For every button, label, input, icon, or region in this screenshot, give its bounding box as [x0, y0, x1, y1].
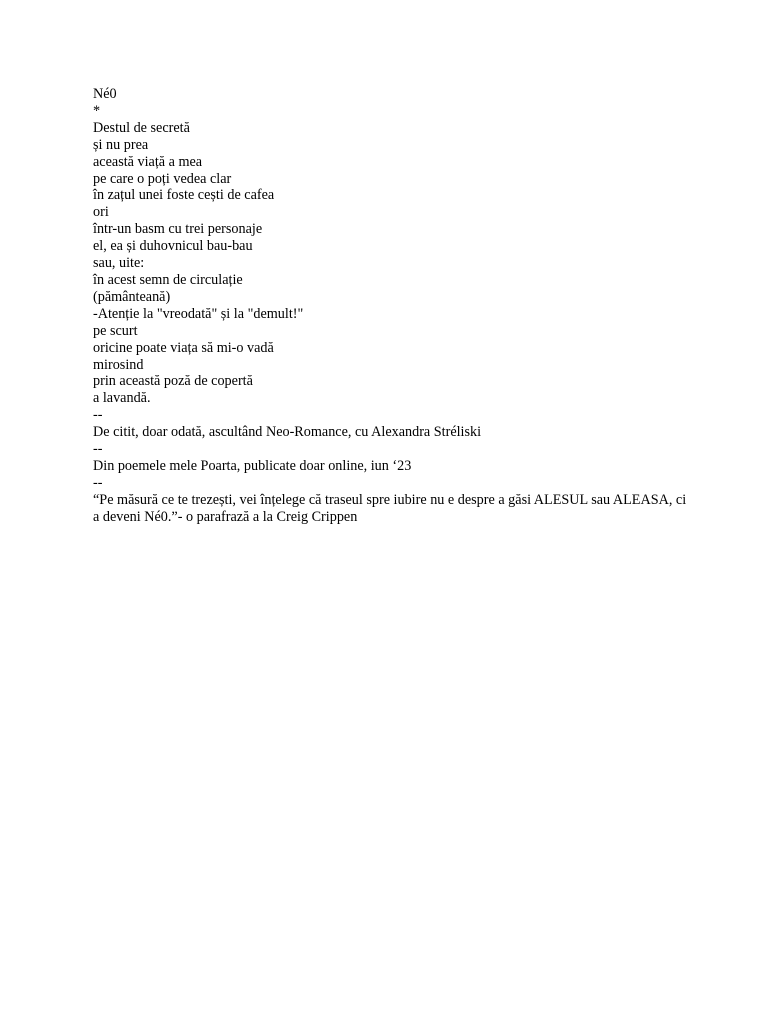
poem-title: Né0 — [93, 86, 117, 102]
poem-line: în zațul unei foste cești de cafea — [93, 187, 275, 204]
poem-line: sau, uite: — [93, 255, 145, 272]
separator: -- — [93, 441, 103, 458]
poem-line: în acest semn de circulație — [93, 271, 243, 288]
poem-line: (pământeană) — [93, 288, 171, 305]
source-note: Din poemele mele Poarta, publicate doar online, iun ‘23 — [93, 457, 412, 474]
separator: -- — [93, 474, 103, 491]
separator: -- — [93, 407, 103, 424]
quote-paragraph: “Pe măsură ce te trezești, vei înțelege că traseul spre iubire nu e despre a găsi ALESUL sau ALEASA, ci a deveni Né0.”- o parafrază a la Creig Crippen — [93, 491, 687, 525]
poem-line: -Atenție la "vreodată" și la "demult!" — [93, 305, 304, 322]
poem-line: și nu prea — [93, 136, 149, 153]
listening-note: De citit, doar odată, ascultând Neo-Romance, cu Alexandra Stréliski — [93, 424, 482, 441]
poem-line: ori — [93, 204, 109, 221]
poem-line: Destul de secretă — [93, 119, 190, 136]
poem-asterisk: * — [93, 102, 101, 119]
poem-line: într-un basm cu trei personaje — [93, 221, 263, 238]
poem-line: această viață a mea — [93, 153, 203, 170]
poem-line: pe scurt — [93, 322, 138, 339]
poem-line: prin această poză de copertă — [93, 373, 253, 390]
poem-line: el, ea și duhovnicul bau-bau — [93, 238, 253, 255]
poem-line: pe care o poți vedea clar — [93, 170, 232, 187]
poem-line: mirosind — [93, 356, 144, 373]
poem-line: a lavandă. — [93, 390, 151, 407]
poem-line: oricine poate viața să mi-o vadă — [93, 339, 274, 356]
poem-text-block — [93, 86, 693, 526]
